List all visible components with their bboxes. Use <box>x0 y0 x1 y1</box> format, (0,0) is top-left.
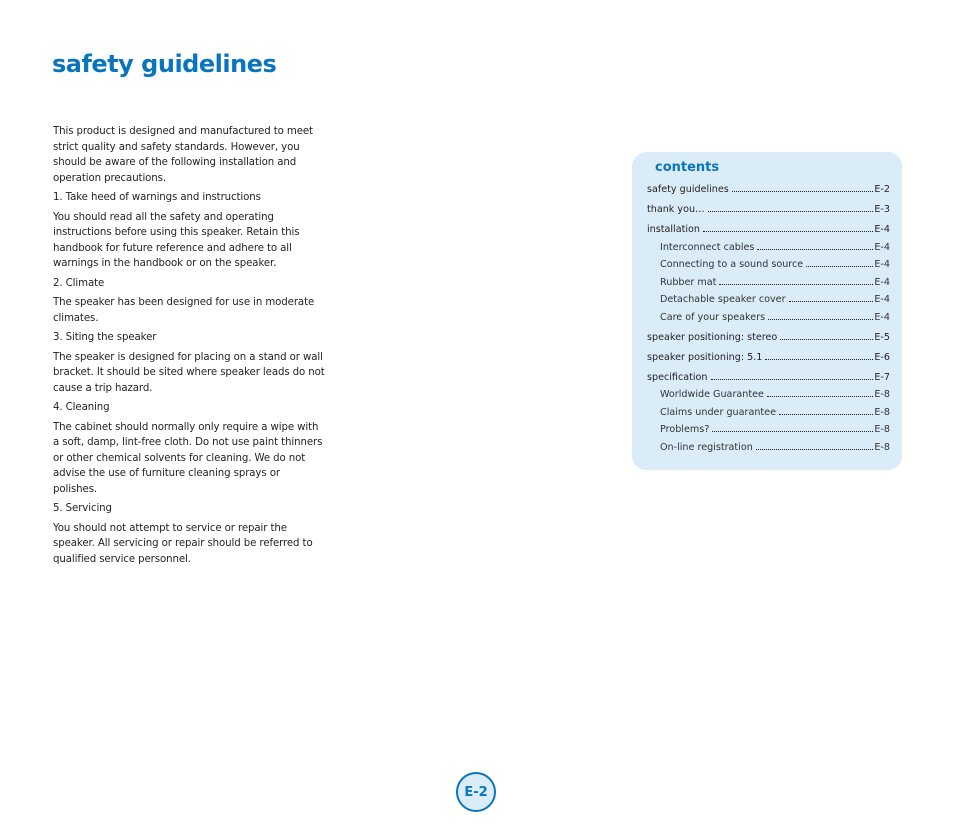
toc-entry-page: E-2 <box>874 184 890 195</box>
toc-entry-page: E-4 <box>874 241 890 253</box>
toc-entry-page: E-6 <box>874 351 890 363</box>
toc-entry[interactable] <box>647 386 890 404</box>
toc-entry-page: E-4 <box>874 259 890 270</box>
table-of-contents <box>647 181 890 456</box>
toc-entry[interactable] <box>647 421 890 439</box>
dot-leader <box>757 249 873 250</box>
toc-entry-page: E-4 <box>874 276 890 288</box>
dot-leader <box>768 319 873 320</box>
page-number: E-2 <box>464 784 488 800</box>
toc-entry[interactable] <box>647 329 890 347</box>
toc-entry-label: Interconnect cables <box>660 241 755 253</box>
dot-leader <box>711 379 874 380</box>
toc-entry-page: E-8 <box>874 424 890 435</box>
dot-leader <box>719 284 873 285</box>
toc-entry-label: thank you… <box>647 204 705 215</box>
toc-entry-page: E-5 <box>874 331 890 343</box>
section-body: The speaker is designed for placing on a stand or wall bracket. It should be sited where speaker leads do not cause a trip hazard. <box>53 351 325 394</box>
safety-text-column <box>53 124 325 571</box>
toc-entry-label: Care of your speakers <box>660 311 766 323</box>
toc-entry-label: Worldwide Guarantee <box>660 389 764 400</box>
section-heading: 2. Climate <box>53 277 105 289</box>
toc-entry-label: specification <box>647 371 708 383</box>
toc-entry[interactable] <box>647 256 890 274</box>
section-body: You should read all the safety and operating instructions before using this speaker. Retain this handbook for future reference and adhere to all warnings in the handbook or on the speaker. <box>53 211 300 269</box>
dot-leader <box>765 359 873 360</box>
dot-leader <box>767 396 873 397</box>
intro-paragraph: This product is designed and manufactured to meet strict quality and safety standards. However, you should be aware of the following installation and operation precautions. <box>53 126 313 184</box>
toc-entry-page: E-8 <box>874 406 890 418</box>
toc-entry[interactable] <box>647 291 890 309</box>
toc-entry-page: E-8 <box>874 389 890 400</box>
section-body: The cabinet should normally only require a wipe with a soft, damp, lint-free cloth. Do not use paint thinners or other chemical solvents for cleaning. We do not advise the use of furniture cleaning sprays or polishes. <box>53 421 323 495</box>
toc-entry-label: Detachable speaker cover <box>660 294 786 305</box>
toc-entry-label: Connecting to a sound source <box>660 259 804 270</box>
section-body: The speaker has been designed for use in moderate climates. <box>53 297 315 324</box>
section-heading: 3. Siting the speaker <box>53 332 157 343</box>
toc-entry[interactable] <box>647 274 890 292</box>
section-body: You should not attempt to service or repair the speaker. All servicing or repair should be referred to qualified service personnel. <box>53 522 313 565</box>
toc-entry[interactable] <box>647 221 890 239</box>
section-heading: 1. Take heed of warnings and instructions <box>53 192 261 203</box>
toc-entry[interactable] <box>647 404 890 422</box>
dot-leader <box>756 449 874 450</box>
toc-entry[interactable] <box>647 349 890 367</box>
toc-entry[interactable] <box>647 369 890 387</box>
toc-entry-label: Problems? <box>660 424 710 435</box>
toc-entry-label: On-line registration <box>660 441 753 453</box>
toc-entry-page: E-3 <box>874 204 890 215</box>
toc-entry-label: Claims under guarantee <box>660 406 776 418</box>
toc-entry-label: installation <box>647 224 700 235</box>
dot-leader <box>789 301 874 302</box>
dot-leader <box>708 211 874 212</box>
toc-entry-label: speaker positioning: stereo <box>647 331 778 343</box>
dot-leader <box>780 339 873 340</box>
page-number-badge <box>456 772 496 812</box>
toc-entry-label: speaker positioning: 5.1 <box>647 351 763 363</box>
toc-entry[interactable] <box>647 181 890 199</box>
section-heading: 4. Cleaning <box>53 402 110 413</box>
page-title: safety guidelines <box>52 50 277 78</box>
toc-entry-page: E-8 <box>874 441 890 453</box>
toc-entry-page: E-4 <box>874 294 890 305</box>
dot-leader <box>703 231 873 232</box>
toc-entry-page: E-4 <box>874 311 890 323</box>
dot-leader <box>712 431 873 432</box>
contents-title: contents <box>655 160 720 175</box>
dot-leader <box>806 266 873 267</box>
toc-entry[interactable] <box>647 439 890 457</box>
toc-entry-page: E-7 <box>874 371 890 383</box>
toc-entry-page: E-4 <box>874 224 890 235</box>
toc-entry[interactable] <box>647 239 890 257</box>
toc-entry[interactable] <box>647 201 890 219</box>
dot-leader <box>779 414 873 415</box>
toc-entry-label: safety guidelines <box>647 184 729 195</box>
dot-leader <box>732 191 874 192</box>
section-heading: 5. Servicing <box>53 503 112 514</box>
contents-panel <box>632 152 902 470</box>
toc-entry[interactable] <box>647 309 890 327</box>
toc-entry-label: Rubber mat <box>660 276 717 288</box>
